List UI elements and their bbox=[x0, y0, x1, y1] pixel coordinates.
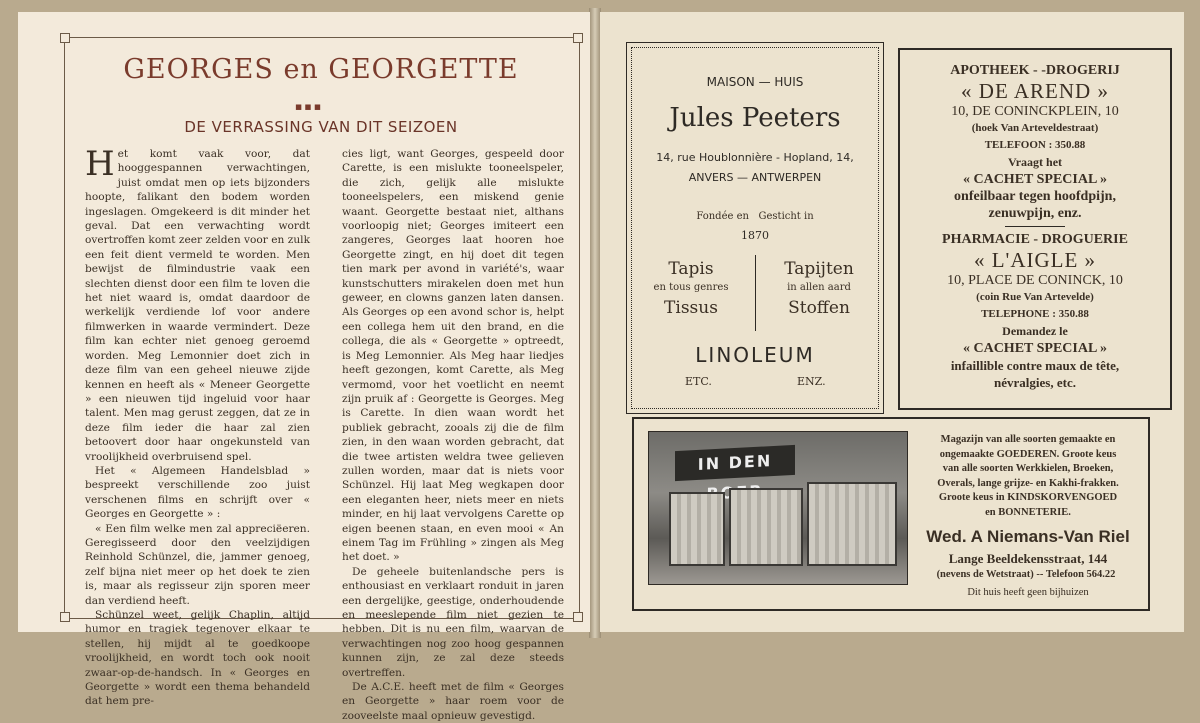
niemans-line: van alle soorten Werkkielen, Broeken, bbox=[942, 463, 1114, 474]
paragraph: et komt vaak voor, dat hooggespannen verwachtingen, juist omdat men op iets bijzonders hoopte, falikant den bodem worden ingeslagen. Omgekeerd is dit minder het geval. Dat een verwachting wordt overtroffen komt zeer zelden voor en zulk een feit dient vermeld te worden. Men bewijst de filmindustrie vaak een slechten dienst door een film te loven die het niet waard is, omdat daardoor de werkelijk verdiende lof voor andere filmwerken in waarde vermindert. Deze film kan echter niet genoeg geroemd worden. Meg Lemonnier doet zich in deze film van een geheel nieuwe zijde kennen en heeft als « Meneer Georgette » een nieuwen tijd ingeluid voor haar talent. Men mag gerust zeggen, dat ze in deze film ieder die haar zal zien betoovert door haar ongekunsteld van vroolijkheid overbruisend spel. bbox=[85, 148, 310, 463]
niemans-description bbox=[914, 433, 1142, 520]
ad-left-column bbox=[627, 259, 755, 318]
arend-corner: (hoek Van Arteveldestraat) bbox=[971, 122, 1099, 134]
paragraph: cies ligt, want Georges, gespeeld door Carette, is een mislukte tooneelspeler, die zich, gelijk alle mislukte tooneelspelers, een miskend genie waant. Georgette bestaat niet, althans voorloopig niet; Georges imiteert een zangeres, Georges laat hooren hoe Georgette zingt, en hij doet dit tegen tien mark per avond in variété's, waar kunstschutters mirakelen doen met hun geweer, en clowns ganzen laten dansen. Als Georges op een avond schor is, helpt een collega hem uit den brand, en die collega, die als « Georgette » optreedt, is Meg Lemonnier. Als Meg haar liedjes heeft gezongen, komt Carette, als Meg vermomd, voor het voetlicht en neemt zijn pruik af : Georgette is Georges. Meg is Carette. In dien waan wordt het publiek gebracht, zooals zij die de film zien, in den waan worden gebracht, dat die twee artisten weldra twee gelieven zullen worden, maar dat is niets voor Schünzel. Hij laat Meg wegkapen door een eleganten heer, niets meer en niets minder, en hij laat vervolgens Carette op eigen beenen staan, en even mooi « An einem Tag im Frühling » zingen als Meg het doet. » bbox=[342, 148, 564, 564]
aigle-cachet: « CACHET SPECIAL » bbox=[962, 341, 1108, 356]
paragraph: « Een film welke men zal appreciëeren. Geregisseerd door den veelzijdigen Reinhold Schünzel, die, jammer genoeg, zelf bijna niet meer op het doek te zien is, maar als regisseur zijn sporen meer dan verdiend heeft. bbox=[85, 522, 310, 607]
tapis-label: Tapis bbox=[668, 259, 714, 279]
arend-claim1: onfeilbaar tegen hoofdpijn, bbox=[954, 189, 1116, 204]
article-column-left bbox=[85, 144, 310, 709]
title-ornament: ▪▪▪ bbox=[294, 100, 324, 113]
shop-window bbox=[807, 482, 897, 566]
niemans-street: Lange Beeldekensstraat, 144 bbox=[948, 551, 1108, 566]
niemans-name: Wed. A Niemans-Van Riel bbox=[926, 527, 1130, 546]
ad-header: MAISON — HUIS bbox=[706, 75, 804, 89]
linoleum-label: LINOLEUM bbox=[695, 343, 815, 367]
arend-heading: APOTHEEK - -DROGERIJ bbox=[950, 63, 1120, 78]
shop-window bbox=[669, 492, 725, 566]
frame-corner bbox=[60, 33, 70, 43]
enz-label: ENZ. bbox=[797, 375, 826, 388]
frame-corner bbox=[573, 612, 583, 622]
aigle-phone: TELEPHONE : 350.88 bbox=[981, 308, 1089, 320]
article-subtitle: DE VERRASSING VAN DIT SEIZOEN bbox=[184, 118, 458, 136]
arend-cachet: « CACHET SPECIAL » bbox=[962, 172, 1108, 187]
article-title: GEORGES en GEORGETTE bbox=[123, 54, 519, 85]
niemans-note: Dit huis heeft geen bijhuizen bbox=[967, 587, 1089, 598]
arend-claim2: zenuwpijn, enz. bbox=[988, 206, 1082, 221]
ornament-divider bbox=[1005, 226, 1065, 227]
ad-company-name: Jules Peeters bbox=[669, 103, 841, 133]
aigle-claim2: névralgies, etc. bbox=[994, 375, 1076, 390]
article-column-right bbox=[342, 147, 564, 723]
aigle-name: « L'AIGLE » bbox=[973, 248, 1097, 272]
aigle-address: 10, PLACE DE CONINCK, 10 bbox=[947, 273, 1123, 288]
ad-right-column bbox=[755, 259, 883, 318]
frame-corner bbox=[60, 612, 70, 622]
paragraph: De A.C.E. heeft met de film « Georges en Georgette » haar roem voor de zooveelste maal opnieuw gevestigd. bbox=[342, 681, 564, 722]
drop-cap: H bbox=[85, 144, 115, 184]
arend-phone: TELEFOON : 350.88 bbox=[984, 139, 1086, 151]
arend-name: « DE AREND » bbox=[961, 79, 1109, 103]
aigle-claim1: infaillible contre maux de tête, bbox=[950, 358, 1120, 373]
niemans-line: ongemaakte GOEDEREN. Groote keus bbox=[939, 448, 1117, 460]
frame-corner bbox=[573, 33, 583, 43]
niemans-line: Overals, lange grijze- en Kakhi-frakken. bbox=[937, 477, 1119, 489]
paragraph: De geheele buitenlandsche pers is enthousiast en verklaart ronduit in jaren een dergelijke, geestige, onderhoudende en meeslepende film niet gezien te hebben. Dit is nu een film, waarvan de verwachtingen nog zoo hoog gespannen kunnen zijn, ze zal deze steeds overtreffen. bbox=[342, 565, 564, 679]
arend-address: 10, DE CONINCKPLEIN, 10 bbox=[951, 104, 1119, 119]
niemans-phone: (nevens de Wetstraat) -- Telefoon 564.22 bbox=[936, 569, 1116, 580]
ad-de-arend bbox=[898, 48, 1172, 410]
right-page bbox=[600, 12, 1184, 632]
tissus-label: Tissus bbox=[664, 298, 718, 318]
ad-arend-text bbox=[900, 62, 1170, 391]
tapis-sub: en tous genres bbox=[653, 282, 729, 293]
founded-nl: Gesticht in bbox=[758, 211, 814, 222]
paragraph: Het « Algemeen Handelsblad » bespreekt verschillende zoo juist verschenen films en schrijft over « Georges en Georgette » : bbox=[85, 464, 310, 521]
ad-founded bbox=[627, 211, 883, 222]
ad-jules-peeters bbox=[626, 42, 884, 414]
etc-label: ETC. bbox=[685, 375, 712, 388]
ad-niemans bbox=[632, 417, 1150, 611]
niemans-line: en BONNETERIE. bbox=[985, 506, 1071, 518]
niemans-line: Magazijn van alle soorten gemaakte en bbox=[940, 434, 1116, 445]
stoffen-label: Stoffen bbox=[788, 298, 850, 318]
arend-ask: Vraagt het bbox=[1007, 155, 1063, 169]
storefront-photo bbox=[648, 431, 908, 585]
tapijten-label: Tapijten bbox=[784, 259, 854, 279]
aigle-heading: PHARMACIE - DROGUERIE bbox=[942, 232, 1128, 247]
founded-fr: Fondée en bbox=[696, 211, 749, 222]
ad-year: 1870 bbox=[741, 229, 769, 242]
ad-city: ANVERS — ANTWERPEN bbox=[688, 171, 822, 184]
paragraph: Schünzel weet, gelijk Chaplin, altijd humor en tragiek tegenover elkaar te stellen, hij mijdt al te goedkoope vroolijkheid, en wordt toch ook nooit zwaar-op-de-handsch. In « Georges en Georgette » wordt een thema behandeld dat hem pre- bbox=[85, 609, 310, 708]
aigle-ask: Demandez le bbox=[1002, 324, 1068, 338]
niemans-line: Groote keus in KINDSKORVENGOED bbox=[938, 492, 1118, 503]
left-page bbox=[18, 12, 590, 722]
ad-address: 14, rue Houblonnière - Hopland, 14, bbox=[656, 151, 854, 164]
shop-sign: IN DEN bbox=[675, 445, 795, 481]
shop-window bbox=[729, 488, 803, 566]
tapijten-sub: in allen aard bbox=[787, 282, 851, 293]
aigle-corner: (coin Rue Van Artevelde) bbox=[976, 291, 1094, 303]
